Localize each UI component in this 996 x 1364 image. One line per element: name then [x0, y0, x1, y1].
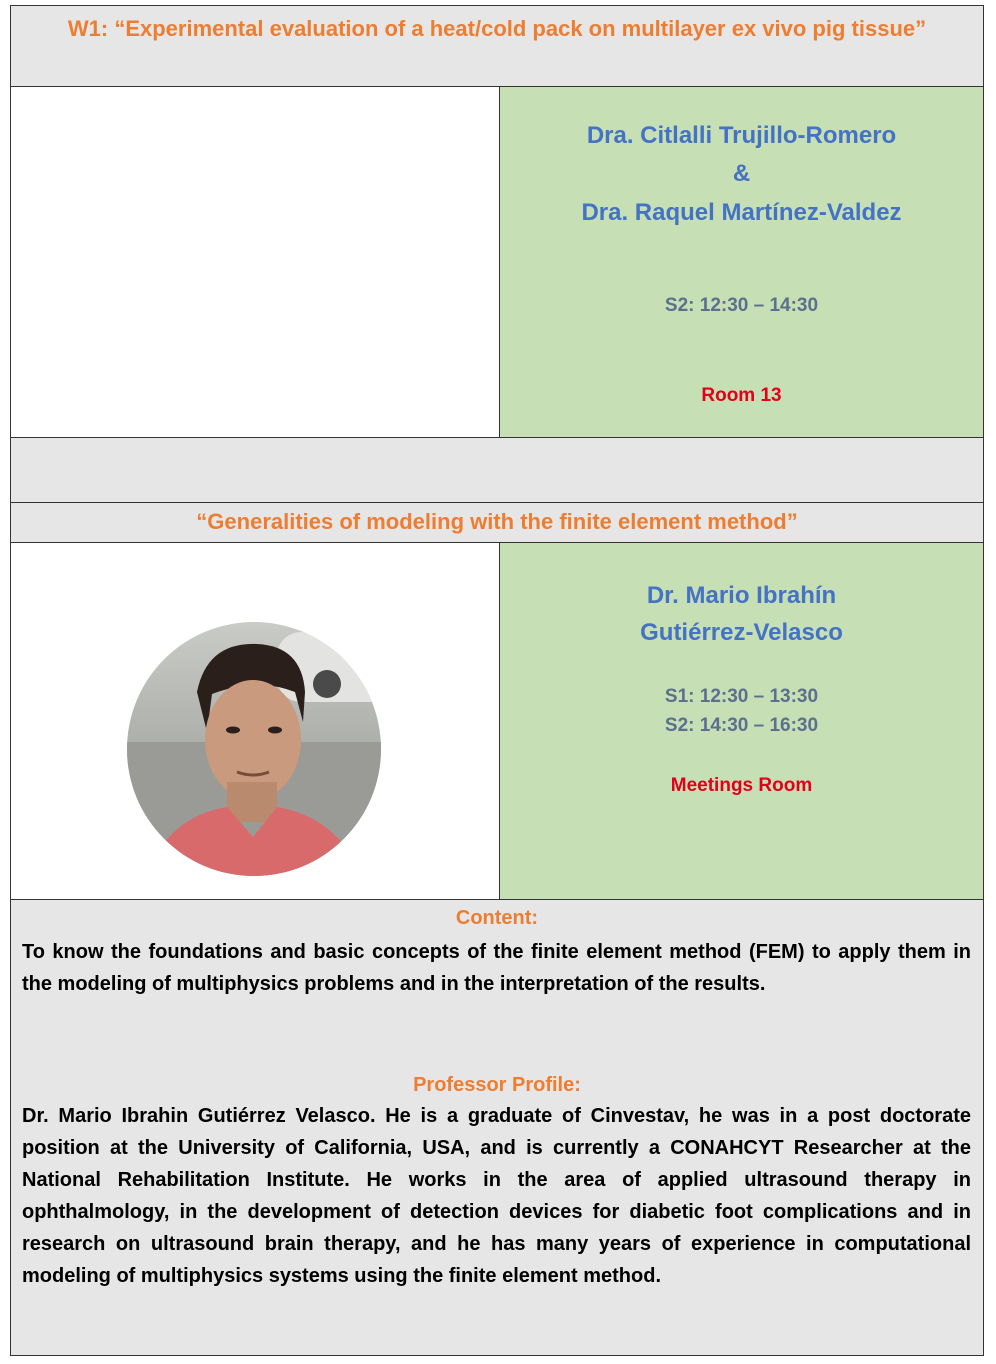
w1-title: W1: “Experimental evaluation of a heat/cold pack on multilayer ex vivo pig tissue”: [67, 16, 927, 41]
w1-details-cell: [500, 87, 983, 437]
w2-info-row: [10, 542, 984, 900]
speaker-photo: [127, 622, 381, 876]
workshop-table: [10, 5, 986, 1356]
profile-heading: Professor Profile:: [413, 1074, 581, 1096]
w2-title: “Generalities of modeling with the finite element method”: [196, 509, 798, 534]
w2-speaker-1: Dr. Mario Ibrahín: [646, 582, 837, 609]
w2-room: Meetings Room: [670, 775, 813, 796]
w1-speaker-2: Dra. Raquel Martínez-Valdez: [581, 199, 902, 226]
w2-title-row: [10, 502, 984, 543]
w1-schedule: S2: 12:30 – 14:30: [664, 295, 819, 316]
content-text: To know the foundations and basic concepts of the finite element method (FEM) to apply them in the modeling of multiphysics problems and in the interpretation of the results.: [22, 941, 971, 995]
w2-details-cell: [500, 543, 983, 899]
w1-speaker-1: Dra. Citlalli Trujillo-Romero: [586, 122, 897, 149]
w1-room: Room 13: [701, 385, 782, 406]
w2-description-row: [10, 899, 984, 1356]
w2-speaker-2: Gutiérrez-Velasco: [640, 619, 843, 646]
w1-photo-cell: [11, 87, 500, 437]
w2-photo-cell: [11, 543, 500, 899]
profile-text: Dr. Mario Ibrahin Gutiérrez Velasco. He is a graduate of Cinvestav, he was in a post doctorate position at the University of California, USA, and is currently a CONAHCYT Researcher at the National Rehabilitation Institute. He works in the area of applied ultrasound therapy in ophthalmology, in the development of detection devices for diabetic foot complications and in research on ultrasound brain therapy, and he has many years of experience in computational modeling of multiphysics systems using the finite element method.: [22, 1105, 971, 1287]
w1-ampersand: &: [732, 160, 751, 187]
w1-title-row: [10, 5, 984, 87]
w2-schedule-1: S1: 12:30 – 13:30: [664, 686, 819, 707]
spacer-row: [10, 437, 984, 503]
content-heading: Content:: [455, 907, 539, 929]
w2-schedule-2: S2: 14:30 – 16:30: [664, 715, 819, 736]
w1-info-row: [10, 86, 984, 438]
